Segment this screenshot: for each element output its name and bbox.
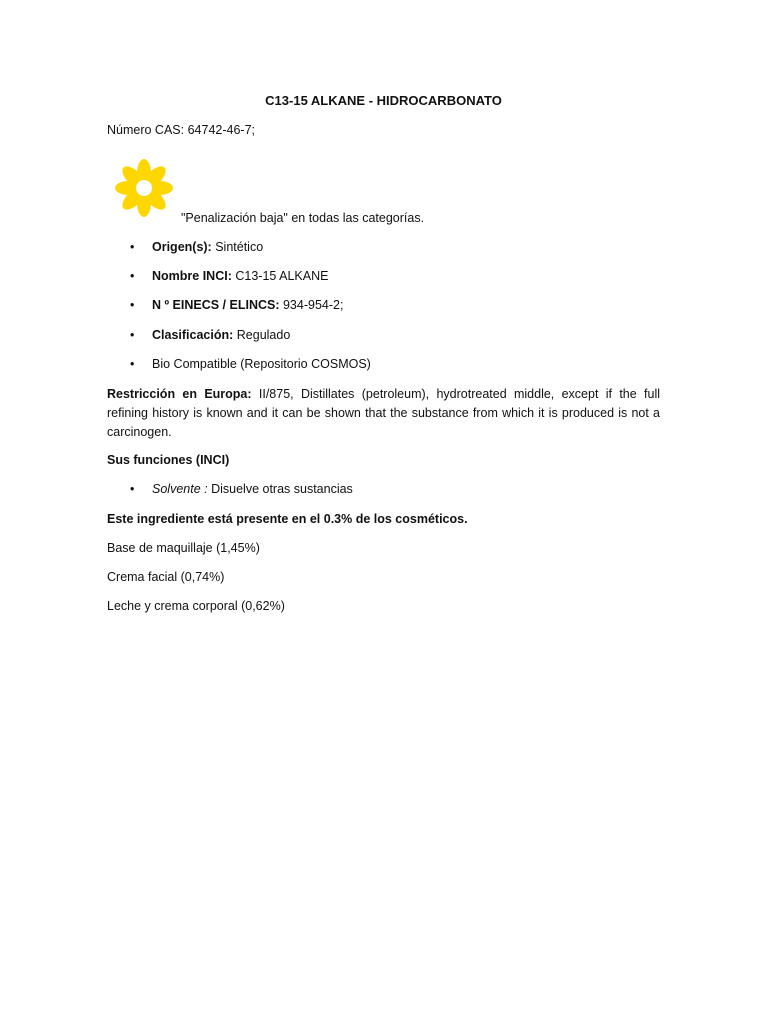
presence-text: Este ingrediente está presente en el 0.3% de los cosméticos.	[107, 512, 468, 526]
bullet: •	[130, 240, 135, 254]
bullet: •	[130, 356, 135, 371]
property-item-einecs	[107, 298, 660, 327]
bullet: •	[130, 269, 135, 284]
rating-text: "Penalización baja" en todas las categorías.	[181, 211, 425, 225]
property-label: Clasificación:	[152, 327, 234, 342]
function-item	[107, 482, 660, 511]
europe-restriction	[107, 385, 660, 442]
product-item: Base de maquillaje (1,45%)	[107, 541, 260, 555]
product-item: Crema facial (0,74%)	[107, 570, 225, 584]
bullet: •	[130, 298, 135, 313]
property-item-bio-compatible	[107, 357, 660, 386]
bullet: •	[130, 482, 135, 496]
property-value: Sintético	[215, 240, 264, 254]
function-name: Solvente :	[152, 482, 208, 496]
property-item-origin	[107, 240, 660, 269]
function-description: Disuelve otras sustancias	[211, 482, 353, 496]
property-item-classification	[107, 328, 660, 357]
property-value: Regulado	[236, 327, 291, 342]
bullet: •	[130, 327, 135, 342]
property-label: Origen(s):	[152, 240, 212, 254]
cas-number	[107, 123, 255, 137]
product-item: Leche y crema corporal (0,62%)	[107, 599, 285, 613]
document-title: C13-15 ALKANE - HIDROCARBONATO	[265, 93, 502, 108]
properties-list	[107, 240, 660, 386]
cas-value: 64742-46-7;	[187, 123, 256, 137]
cas-label: Número CAS:	[107, 123, 185, 137]
property-label: N º EINECS / ELINCS:	[152, 298, 280, 313]
restriction-label: Restricción en Europa:	[107, 387, 252, 401]
property-label: Nombre INCI:	[152, 269, 232, 284]
functions-list	[107, 482, 660, 511]
property-item-inci-name	[107, 269, 660, 298]
restriction-text: II/875, Distillates (petroleum), hydrotreated middle, except if the full refining history is known and it can be shown that the substance from which it is produced is not a carcinogen.	[107, 387, 660, 439]
daisy-flower-icon	[112, 156, 176, 220]
property-value: Bio Compatible (Repositorio COSMOS)	[152, 356, 371, 371]
property-value: 934-954-2;	[282, 298, 344, 313]
functions-heading: Sus funciones (INCI)	[107, 453, 230, 467]
document-page	[107, 0, 660, 1024]
property-value: C13-15 ALKANE	[235, 269, 329, 284]
